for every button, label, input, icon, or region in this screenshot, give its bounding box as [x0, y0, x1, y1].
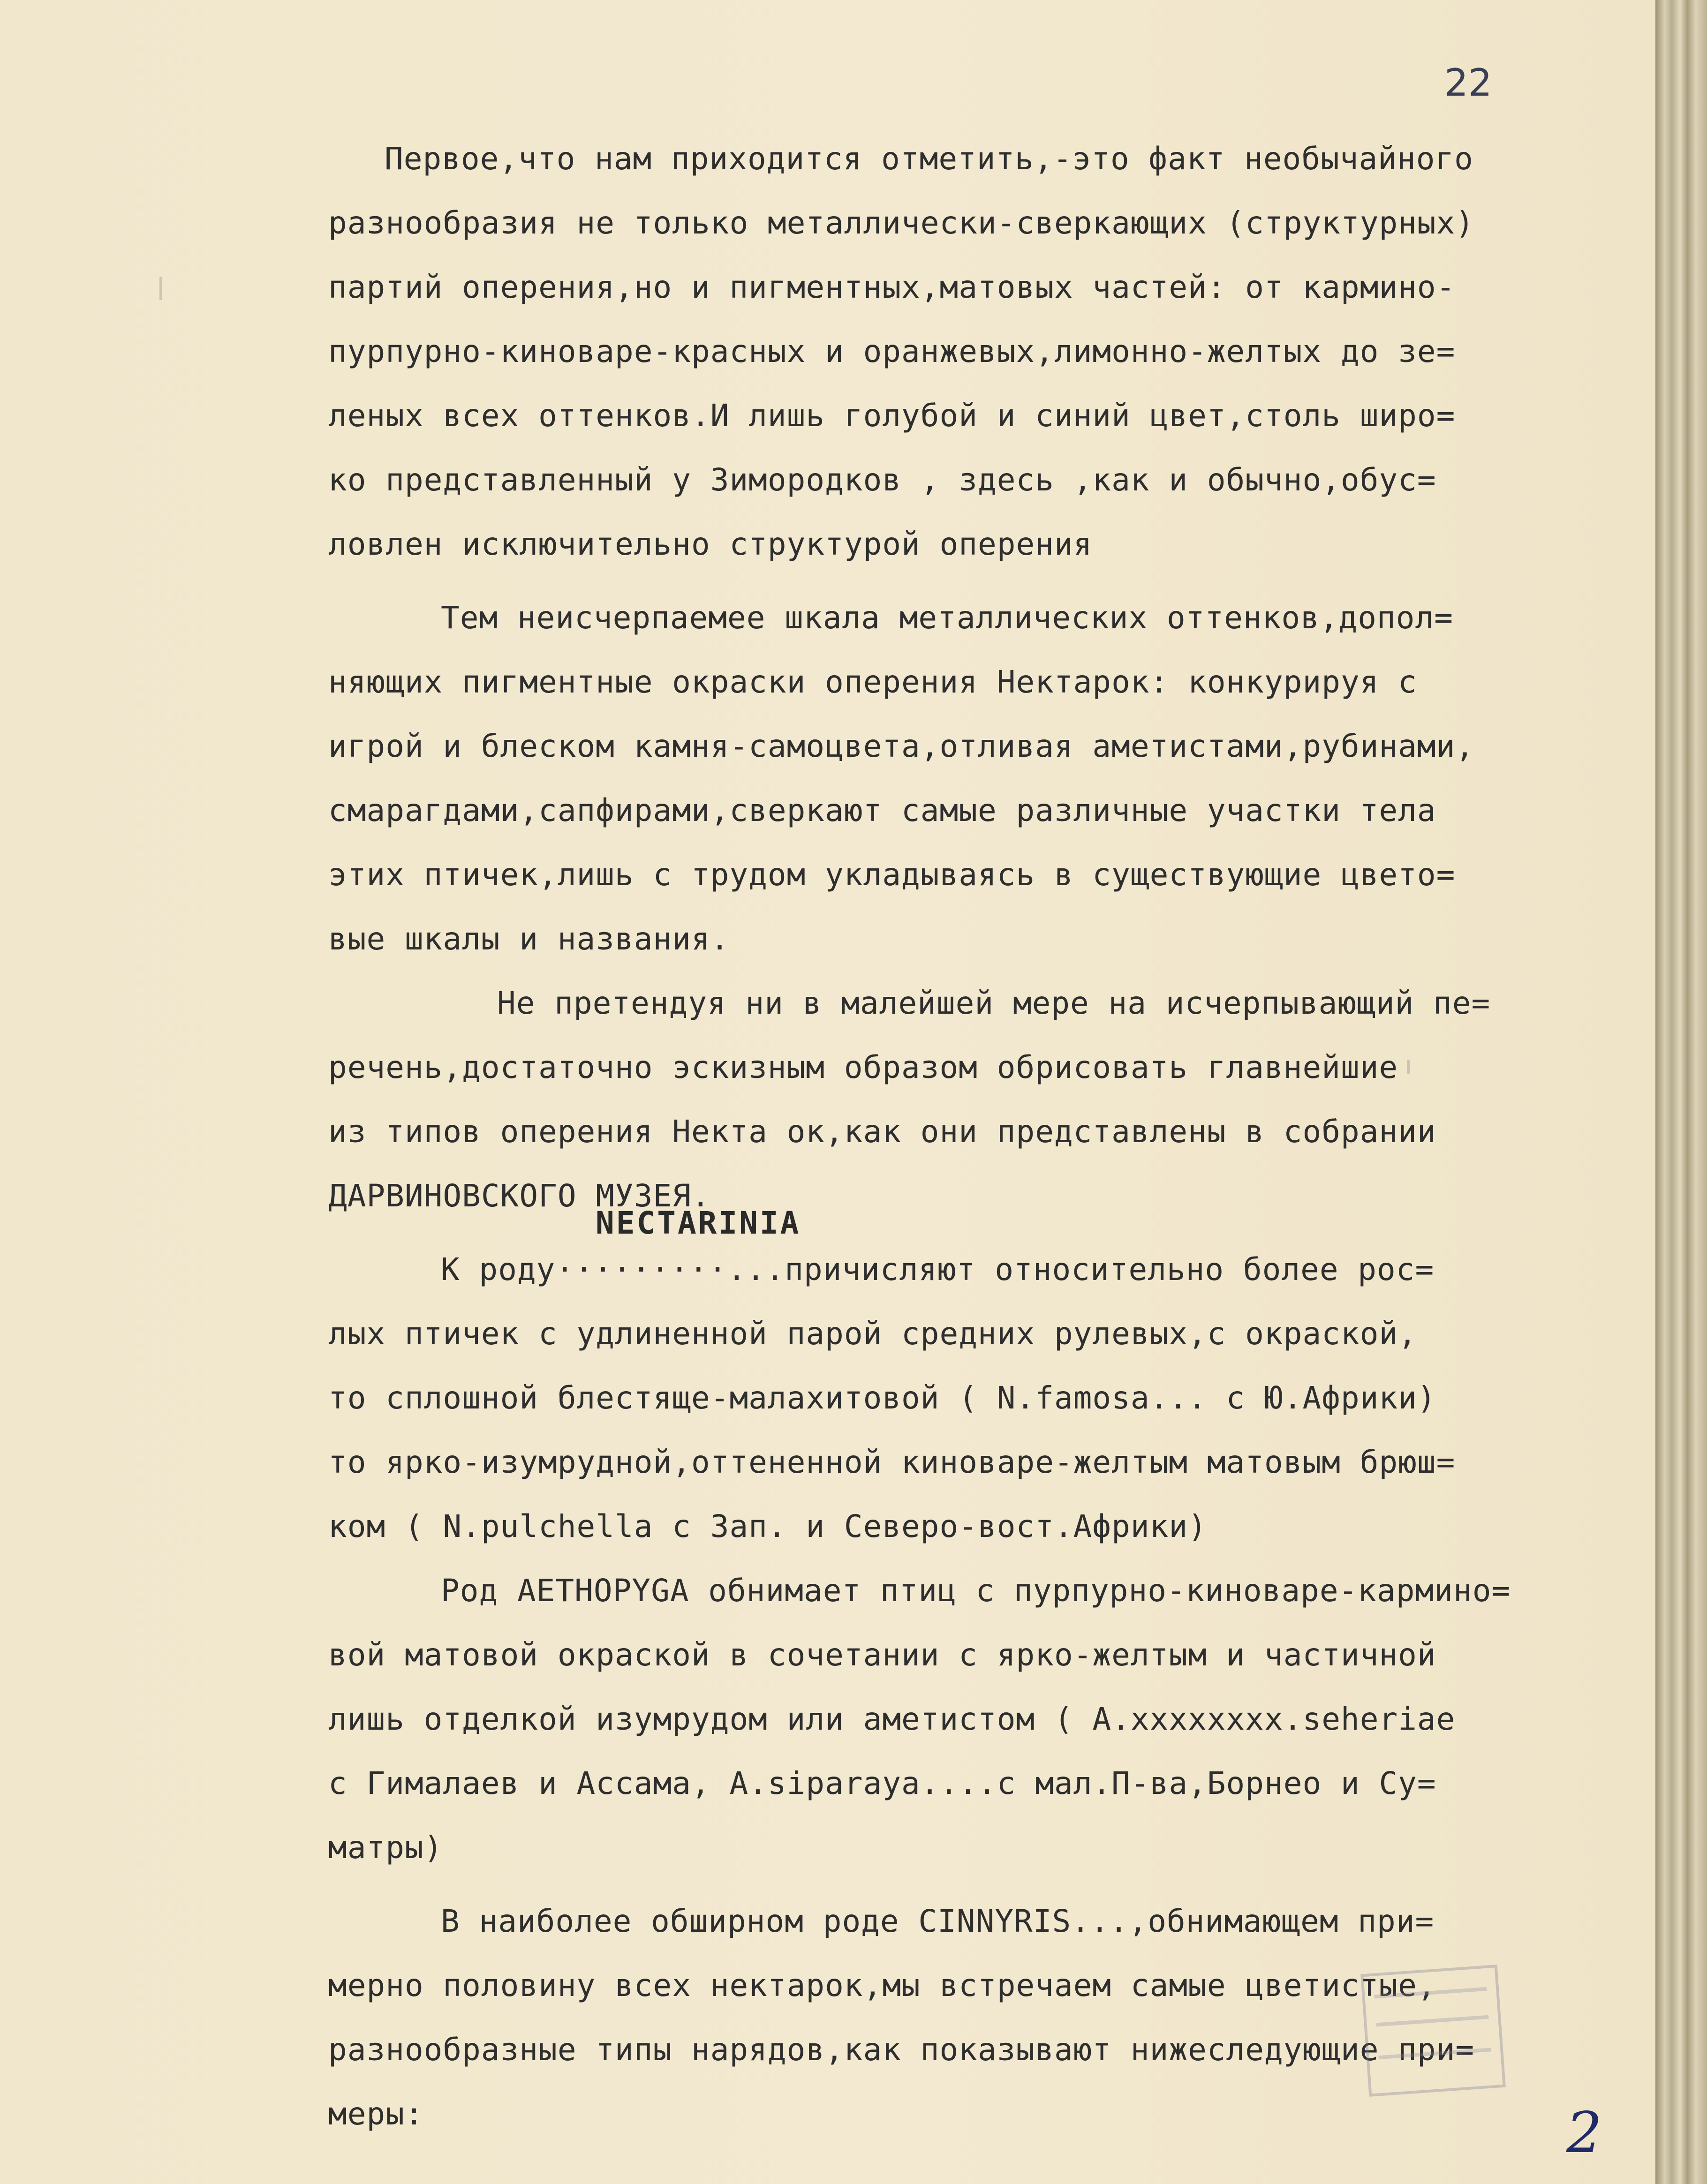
- text-line: ДАРВИНОВСКОГО МУЗЕЯ.: [328, 1178, 710, 1214]
- genus-insert-nectarinia: NECTARINIA: [596, 1205, 801, 1241]
- margin-mark: [1407, 1060, 1410, 1074]
- folio-number: 2: [1566, 2101, 1602, 2166]
- text-line: К роду·········...причисляют относительно более рос=: [441, 1251, 1435, 1288]
- text-line: Род AETHOPYGA обнимает птиц с пурпурно-киноваре-кармино=: [441, 1573, 1511, 1609]
- text-line: то сплошной блестяще-малахитовой ( N.famosa... с Ю.Африки): [328, 1380, 1436, 1416]
- text-line: ловлен исключительно структурой оперения: [328, 526, 1093, 562]
- text-line: няющих пигментные окраски оперения Нектарок: конкурируя с: [328, 664, 1417, 700]
- margin-mark: [159, 277, 162, 300]
- text-line: этих птичек,лишь с трудом укладываясь в существующие цвето=: [328, 857, 1456, 893]
- text-line: лишь отделкой изумрудом или аметистом ( A.xxxxxxxx.seheriae: [328, 1701, 1456, 1737]
- text-line: ком ( N.pulchella с Зап. и Северо-вост.Африки): [328, 1508, 1207, 1544]
- text-line: разнообразия не только металлически-сверкающих (структурных): [328, 205, 1475, 241]
- text-line: из типов оперения Некта ок,как они представлены в собрании: [328, 1114, 1436, 1150]
- text-line: речень,достаточно эскизным образом обрисовать главнейшие: [328, 1049, 1398, 1085]
- typed-text-body: [328, 127, 1594, 2146]
- text-line: разнообразные типы нарядов,как показывают нижеследующие при=: [328, 2032, 1475, 2068]
- text-line: партий оперения,но и пигментных,матовых частей: от кармино-: [328, 269, 1456, 305]
- text-line: смарагдами,сапфирами,сверкают самые различные участки тела: [328, 792, 1436, 828]
- archive-stamp: [1360, 1965, 1506, 2097]
- page-number: 22: [1444, 61, 1492, 105]
- text-line: матры): [328, 1830, 443, 1866]
- text-line: Тем неисчерпаемее шкала металлических оттенков,допол=: [441, 600, 1453, 636]
- text-line: игрой и блеском камня-самоцвета,отливая аметистами,рубинами,: [328, 728, 1475, 764]
- text-line: то ярко-изумрудной,оттененной киноваре-желтым матовым брюш=: [328, 1444, 1456, 1480]
- text-line: Не претендуя ни в малейшей мере на исчерпывающий пе=: [497, 985, 1491, 1021]
- text-line: Первое,что нам приходится отметить,-это факт необычайного: [385, 141, 1473, 177]
- text-line: В наиболее обширном роде CINNYRIS...,обнимающем при=: [441, 1903, 1435, 1939]
- text-line: вой матовой окраской в сочетании с ярко-желтым и частичной: [328, 1637, 1436, 1673]
- text-line: вые шкалы и названия.: [328, 921, 730, 957]
- text-line: мерно половину всех нектарок,мы встречаем самые цветистые,: [328, 1967, 1436, 2003]
- text-line: с Гималаев и Ассама, A.siparaya....с мал.П-ва,Борнео и Су=: [328, 1765, 1436, 1801]
- text-line: леных всех оттенков.И лишь голубой и синий цвет,столь широ=: [328, 398, 1456, 434]
- text-line: меры:: [328, 2096, 424, 2132]
- page-stack-edge: [1655, 0, 1707, 2184]
- text-line: лых птичек с удлиненной парой средних рулевых,с окраской,: [328, 1316, 1417, 1352]
- text-line: ко представленный у Зимородков , здесь ,как и обычно,обус=: [328, 462, 1436, 498]
- text-line: пурпурно-киноваре-красных и оранжевых,лимонно-желтых до зе=: [328, 333, 1456, 369]
